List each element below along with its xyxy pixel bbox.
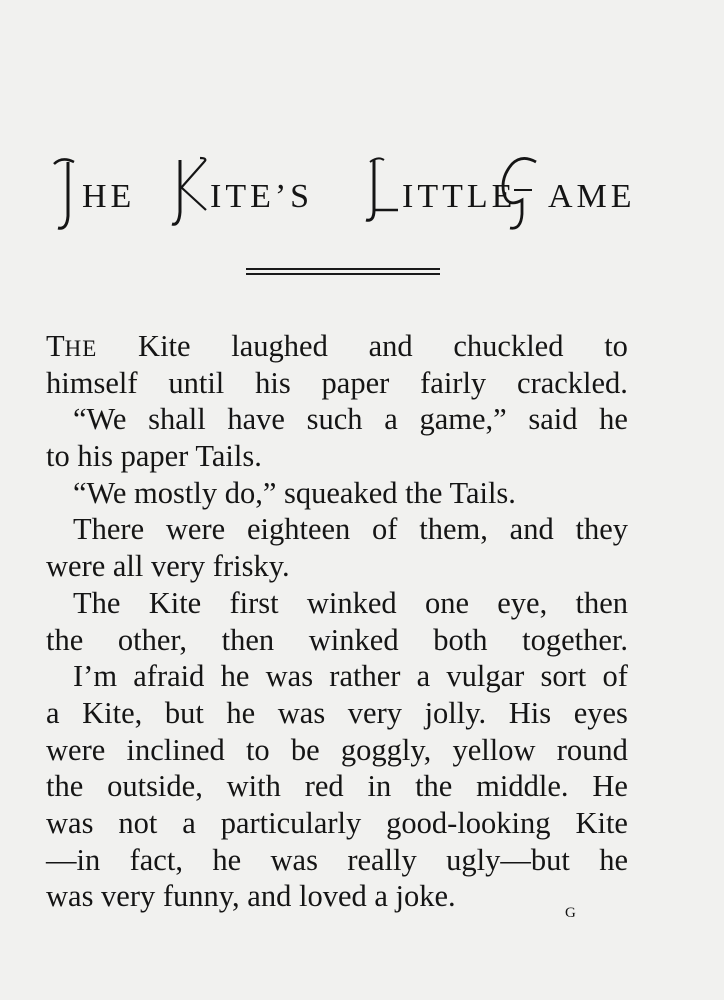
text-word: inclined	[126, 732, 225, 767]
text-word: he	[226, 695, 256, 730]
title-rest-4: AME	[548, 178, 636, 215]
text-word: and	[509, 512, 554, 547]
text-word: then	[221, 622, 275, 657]
text-word: Kite,	[82, 695, 143, 730]
page-title	[52, 150, 692, 240]
text-word: he	[220, 659, 250, 694]
text-word: laughed	[231, 329, 328, 363]
text-word: outside,	[107, 769, 203, 804]
text-word: he	[599, 842, 628, 877]
text-word: really	[347, 842, 417, 877]
text-word: The	[73, 585, 121, 620]
text-word: other,	[117, 622, 187, 657]
body-text	[46, 328, 628, 915]
text-word: have	[227, 402, 285, 437]
text-word: a	[416, 659, 431, 694]
text-word: himself	[46, 365, 138, 400]
text-line	[46, 328, 628, 365]
title-cap-3	[366, 158, 404, 220]
text-word: a	[46, 695, 60, 730]
signature-mark: G	[565, 905, 577, 921]
title-rest-3: ITTLE	[402, 178, 517, 215]
text-word: not	[118, 805, 158, 840]
text-word: shall	[148, 402, 206, 437]
text-word: Kite	[138, 329, 191, 363]
text-word: to	[245, 732, 270, 767]
text-word: fact,	[129, 842, 183, 877]
text-word: fairly	[420, 365, 487, 400]
text-word: goggly,	[340, 732, 432, 767]
text-word: to	[604, 329, 628, 363]
text-word: eighteen	[246, 512, 351, 547]
text-word: of	[602, 659, 628, 694]
rule-line-top	[246, 268, 440, 270]
title-word-2	[170, 150, 360, 240]
text-word: he	[599, 402, 628, 437]
text-line	[46, 805, 628, 842]
text-word: vulgar	[446, 659, 525, 694]
text-word: and	[368, 329, 413, 363]
text-line	[46, 768, 628, 805]
text-word: together.	[522, 622, 628, 657]
text-word: jolly.	[424, 695, 487, 730]
text-word: were	[46, 732, 106, 767]
text-word: said	[528, 402, 578, 437]
text-word: eyes	[573, 695, 628, 730]
text-word: —in	[46, 842, 101, 877]
text-word: chuckled	[453, 329, 564, 363]
text-line	[46, 842, 628, 879]
text-line	[46, 511, 628, 548]
text-word: was	[265, 659, 314, 694]
text-word: rather	[329, 659, 401, 694]
text-word: a	[384, 402, 398, 437]
title-cap-4	[494, 158, 539, 220]
title-rest-1: HE	[82, 178, 136, 215]
text-word: He	[592, 769, 628, 804]
text-line: to his paper Tails.	[46, 439, 262, 474]
text-word: with	[226, 769, 281, 804]
text-line: was very funny, and loved a joke.	[46, 879, 456, 914]
text-line	[46, 732, 628, 769]
text-word: them,	[419, 512, 488, 547]
text-word: crackled.	[517, 365, 628, 400]
text-word: both	[433, 622, 488, 657]
text-word: his	[255, 365, 291, 400]
text-word: middle.	[476, 769, 569, 804]
text-word: were	[165, 512, 226, 547]
text-word: Kite	[575, 805, 628, 840]
text-word: good-looking	[386, 805, 551, 840]
text-word: first	[229, 585, 279, 620]
text-word: but	[164, 695, 204, 730]
text-line	[46, 695, 628, 732]
text-word: was	[270, 842, 318, 877]
text-word: was	[277, 695, 326, 730]
text-word: was	[46, 805, 94, 840]
text-word: ugly—but	[446, 842, 570, 877]
text-word: sort	[540, 659, 587, 694]
text-word: one	[424, 585, 469, 620]
text-word: “We	[73, 402, 127, 437]
text-word: paper	[321, 365, 390, 400]
text-word: Kite	[148, 585, 202, 620]
text-line	[46, 658, 628, 695]
text-word: the	[415, 769, 453, 804]
text-word: of	[372, 512, 398, 547]
text-word: yellow	[452, 732, 536, 767]
text-word: such	[306, 402, 363, 437]
text-word: be	[290, 732, 320, 767]
text-line	[46, 365, 628, 402]
text-word: eye,	[497, 585, 548, 620]
text-word: red	[304, 769, 344, 804]
text-word: they	[575, 512, 628, 547]
text-word: game,”	[419, 402, 507, 437]
text-word: very	[347, 695, 402, 730]
text-word: His	[508, 695, 552, 730]
title-rest-2: ITE’S	[210, 178, 314, 215]
rule-line-bottom	[246, 273, 440, 275]
text-word: the	[46, 769, 84, 804]
text-word: in	[367, 769, 392, 804]
title-word-1	[52, 150, 162, 240]
text-word: winked	[308, 622, 399, 657]
text-line	[46, 585, 628, 622]
text-word: the	[46, 622, 84, 657]
text-word: until	[168, 365, 225, 400]
text-word: he	[212, 842, 242, 877]
text-line	[46, 622, 628, 659]
text-line: “We mostly do,” squeaked the Tails.	[73, 475, 516, 510]
text-word: winked	[306, 585, 397, 620]
text-word: round	[556, 732, 628, 767]
decorative-double-rule	[246, 268, 440, 280]
text-word: I’m	[73, 659, 118, 694]
text-word: a	[182, 805, 196, 840]
text-word: particularly	[220, 805, 362, 840]
title-word-4	[492, 150, 672, 240]
text-word: There	[73, 512, 145, 547]
drop-start: THE	[46, 329, 98, 363]
text-word: then	[575, 585, 628, 620]
text-word: afraid	[133, 659, 205, 694]
text-line	[46, 401, 628, 438]
text-line: were all very frisky.	[46, 549, 290, 584]
